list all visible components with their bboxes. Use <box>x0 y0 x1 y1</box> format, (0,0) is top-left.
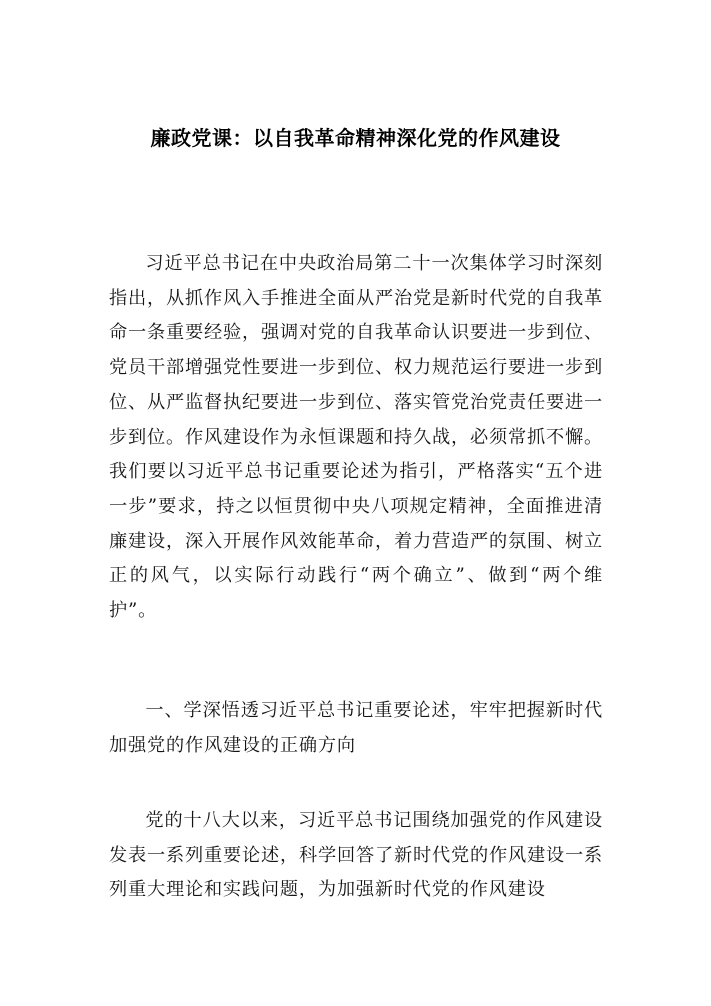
section-heading: 一、学深悟透习近平总书记重要论述，牢牢把握新时代加强党的作风建设的正确方向 <box>109 700 603 756</box>
intro-paragraph: 习近平总书记在中央政治局第二十一次集体学习时深刻指出，从抓作风入手推进全面从严治党是新时代党的自我革命一条重要经验，强调对党的自我革命认识要进一步到位、党员干部增强党性要进一步到位、权力规范运行要进一步到位、从严监督执纪要进一步到位、落实管党治党责任要进一步到位。作风建设作为永恒课题和持久战，必须常抓不懈。我们要以习近平总书记重要论述为指引，严格落实“五个进一步”要求，持之以恒贯彻中央八项规定精神，全面推进清廉建设，深入开展作风效能革命，着力营造严的氛围、树立正的风气，以实际行动践行“两个确立”、做到“两个维护”。 <box>109 253 603 622</box>
section-paragraph: 党的十八大以来，习近平总书记围绕加强党的作风建设发表一系列重要论述，科学回答了新时代党的作风建设一系列重大理论和实践问题，为加强新时代党的作风建设 <box>109 810 603 901</box>
document-title: 廉政党课：以自我革命精神深化党的作风建设 <box>150 126 561 150</box>
